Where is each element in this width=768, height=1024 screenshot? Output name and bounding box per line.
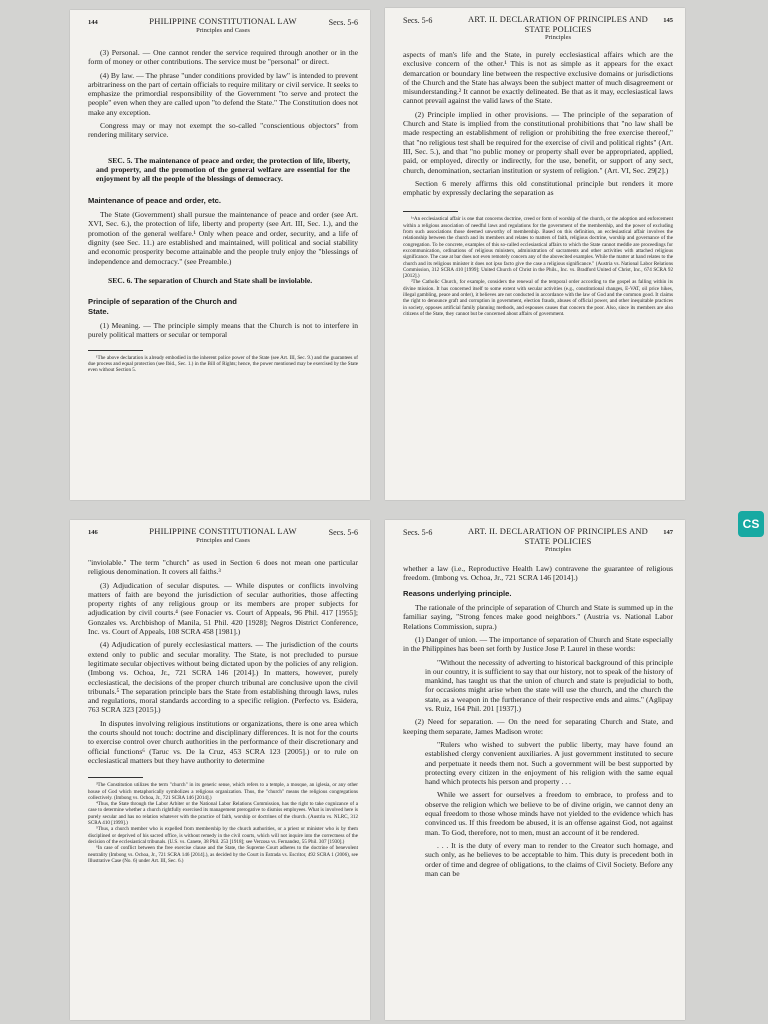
running-subtitle: Principles and Cases: [196, 26, 250, 34]
page-number: 147: [663, 529, 673, 536]
paragraph: (1) Danger of union. — The importance of separation of Church and State especially in the Philippines has been set forth by Justice Jose P. Laurel in these words:: [403, 634, 673, 654]
paragraph: (2) Need for separation. — On the need for separating Church and State, and keeping them separate, James Madison wrote:: [403, 717, 673, 736]
section-heading: Reasons underlying principle.: [403, 588, 512, 598]
running-subtitle: Principles: [545, 34, 571, 41]
running-header: [88, 526, 358, 552]
page-number: 145: [663, 17, 673, 24]
page-number: 146: [88, 529, 98, 536]
footnote: ¹ᵃAn ecclesiastical affair is one that concerns doctrine, creed or form of worship of the church, or the adoption and enforcement within a religious association of needful laws and regulations for the government of the membership, and the power of excluding from such associations those deemed unworthy of membership. Based on this definition, an ecclesiastical affair involves the relationship between the church and its members and relates to matters of faith, religious doctrine, worship and governance of the congregation. To be concrete, examples of this so-called ecclesiastical affairs to which the State cannot meddle are proceedings for excommunication, ordinations of religious ministers, administration of sacraments and other activities with attached religious significance. The case at bar does not even remotely concern any of the abovecited examples. While the matter at hand relates to the church and its religious minister it does not ipso facto give the case a religious significance." (Austria vs. National Labor Relations Commission, 312 SCRA 410 [1999]; United Church of Christ in the Phils., Inc. vs. Bradford United of Christ, Inc., 674 SCRA 92 [2012].): [403, 216, 673, 280]
footnote-rule: [88, 777, 143, 778]
page-body: [403, 50, 673, 317]
paragraph: (4) Adjudication of purely ecclesiastical matters. — The jurisdiction of the courts extend only to public and secular morality. The State, is not precluded to pursue legitimate secular objectives without being dictated upon by the policies of any religion. (Imbong vs. Ochoa, Jr., 721 SCRA 146 [2014].) In matters, however, purely ecclesiastical, the decisions of the proper church tribunal are conclusive upon the civil tribunals.⁵ The separation principle bars the State from establishing through laws, rules and regulations, moral standards according to a specific religion. (Perfecto vs. Esidera, 763 SCRA 323 [2015].): [88, 640, 358, 715]
footnote: ⁵Thus, a church member who is expelled from membership by the church authorities, or a priest or minister who is by them disciplined or deprived of his sacred office, is without remedy in the civil courts, which will not inquire into the correctness of the decision of the ecclesiastical tribunals. (U.S. vs. Canete, 38 Phil. 253 [1918]; see Verzosa vs. Fernandez, 55 Phil. 307 [1930].): [88, 826, 358, 845]
running-title: ART. II. DECLARATION OF PRINCIPLES AND STATE POLICIES: [467, 14, 648, 34]
footnotes: [88, 355, 358, 374]
sections-reference: Secs. 5-6: [403, 528, 433, 537]
book-page-144: [70, 10, 370, 500]
sections-reference: Secs. 5-6: [328, 528, 358, 537]
paragraph: Congress may or may not exempt the so-called "conscientious objectors" from rendering military service.: [88, 121, 358, 140]
running-subtitle: Principles: [545, 546, 571, 553]
quote-paragraph: . . . It is the duty of every man to render to the Creator such homage, and such only, as he believes to be acceptable to him. This duty is precedent both in order of time and degree of obligations, to the claims of Civil Society. Before any man can be: [425, 840, 673, 878]
book-page-146: [70, 520, 370, 1020]
paragraph: In disputes involving religious institutions or organizations, there is one area which the courts should not touch: doctrine and disciplinary differences. It is not for the courts to exercise control over church authorities in the performance of their discretionary and official functions⁶ (Taruc vs. De la Cruz, 453 SCRA 123 [2005].) or to rule on ecclesiastical matters but they have authority to determine: [88, 718, 358, 765]
section-heading: Principle of separation of the Church and State.: [88, 297, 237, 316]
footnote-rule: [403, 211, 458, 212]
footnote-rule: [88, 350, 143, 351]
paragraph: The rationale of the principle of separation of Church and State is summed up in the familiar saying, "Strong fences make good neighbors." (Austria vs. National Labor Relations Commission, supra.): [403, 603, 673, 631]
book-page-147: [385, 520, 685, 1020]
block-quote: [425, 658, 673, 714]
quote-paragraph: "Without the necessity of adverting to historical background of this principle in our country, it is sufficient to say that our history, not to speak of the history of mankind, has taught us that the union of church and state is prejudicial to both, for occasions might arise when the state will use the church, and the church the state, as a weapon in the furtherance of their respective ends and aims." (Aglipay vs. Ruiz, 164 Phil. 201 [1937].): [425, 657, 673, 714]
running-header: [403, 14, 673, 40]
running-header: [88, 16, 358, 42]
paragraph: (2) Principle implied in other provisions. — The principle of the separation of Church and State is implied from the constitutional prohibitions that "no law shall be made respecting an establishment of religion or prohibiting the free exercise thereof," that "no religious test shall be required for the exercise of civil and political rights" (Art. III, Sec. 5.), and that "no public money or property shall ever be appropriated, applied, paid, or employed, directly or indirectly, for the use, benefit, or support of any sect, church, denomination, sectarian institution or system of religion." (Art. VI, Sec. 29[2].): [403, 109, 673, 175]
constitution-section-5: SEC. 5. The maintenance of peace and order, the protection of life, liberty, and property, and the promotion of the general welfare are essential for the enjoyment by all the people of the blessings of democracy.: [96, 155, 350, 184]
paragraph: whether a law (i.e., Reproductive Health Law) contravene the guarantee of religious freedom. (Imbong vs. Ochoa, Jr., 721 SCRA 146 [2014].): [403, 564, 673, 583]
paragraph: The State (Government) shall pursue the maintenance of peace and order (see Art. XVI, Sec. 6.), the protection of life, liberty and property (see Art. III, Sec. 1.), and the promotion of the general welfare.¹ Only when peace and order, security, and a life of dignity (see Sec. 11.) are established and maintained, will political and social stability and economic prosperity become attainable and the people truly enjoy the "blessings of independence and democracy." (see Preamble.): [88, 210, 358, 266]
page-number: 144: [88, 19, 98, 26]
footnotes: [88, 782, 358, 864]
page-body: [403, 564, 673, 878]
paragraph: (3) Adjudication of secular disputes. — While disputes or conflicts involving matters of faith are beyond the jurisdiction of secular authorities, those affecting property rights of any religious group or its members are proper subjects for adjudication by civil courts.⁴ (see Fonacier vs. Court of Appeals, 96 Phil. 417 [1955]; Gonzales vs. Archbishop of Manila, 51 Phil. 420 [1928]; Negros District Conference, Inc. vs. Court of Appeals, 108 SCRA 458 [1981].): [88, 580, 358, 637]
paragraph: (4) By law. — The phrase "under conditions provided by law" is intended to prevent arbitrariness on the part of certain officials to require military or civil service. It seeks to emphasize the primordial responsibility of the Government "to serve and protect the people" even when they are called upon "to defend the State." The Constitution does not make any exception.: [88, 70, 358, 117]
sections-reference: Secs. 5-6: [328, 18, 358, 27]
footnote: ⁶In case of conflict between the free exercise clause and the State, the Supreme Court adheres to the doctrine of benevolent neutrality (Imbong vs. Ochoa, Jr., 721 SCRA 146 [2014].), as decided by the Court in Estrada vs. Escritor, 492 SCRA 1 (2006), see Illustrative Case (No. 6) under Art. III, Sec. 6.): [88, 845, 358, 864]
page-body: [88, 48, 358, 374]
footnote: ³The Constitution utilizes the term "church" in its generic sense, which refers to a temple, a mosque, an iglesia, or any other house of God which metaphorically symbolizes a religious organization. Thus, the "church" means the religious congregations collectively. (Imbong vs. Ochoa, Jr., 721 SCRA 146 [2014].): [88, 782, 358, 801]
footnote: ⁴Thus, the State through the Labor Arbiter or the National Labor Relations Commission, has the right to take cognizance of a case to determine whether a church rightfully exercised its management prerogative to dismiss employees. What is involved here is purely secular and has no relation whatever with the practice of faith, worship or doctrines of the church. (Austria vs. NLRC, 312 SCRA 410 [1999].): [88, 801, 358, 827]
block-quote: [425, 740, 673, 878]
running-subtitle: Principles and Cases: [196, 536, 250, 544]
running-title: PHILIPPINE CONSTITUTIONAL LAW: [149, 16, 297, 26]
constitution-section-6: SEC. 6. The separation of Church and State shall be inviolable.: [108, 275, 313, 285]
running-title: ART. II. DECLARATION OF PRINCIPLES AND STATE POLICIES: [467, 526, 648, 546]
paragraph: (1) Meaning. — The principle simply means that the Church is not to interfere in purely political matters or secular or temporal: [88, 321, 358, 340]
sections-reference: Secs. 5-6: [403, 16, 433, 25]
paragraph: aspects of man's life and the State, in purely ecclesiastical affairs which are the exclusive concern of the other.¹ This is not as simple as it appears for the exact demarcation or boundary line between the respective exclusive domains or jurisdictions of the Church and the State has always been the subject matter of much disagreement or misunderstanding.² It cannot be exactly delineated. Be that as it may, ecclesiastical laws cannot prevail against the valid laws of the State.: [403, 50, 673, 106]
paragraph: Section 6 merely affirms this old constitutional principle but renders it more emphatic by expressly declaring the separation as: [403, 178, 673, 198]
running-title: PHILIPPINE CONSTITUTIONAL LAW: [149, 526, 297, 536]
quote-paragraph: "Rulers who wished to subvert the public liberty, may have found an established clergy convenient auxiliaries. A just government instituted to secure and perpetuate it needs them not. Such a government will be best supported by protecting every citizen in the enjoyment of his religion with the same equal hand which protects his person and property . . .: [425, 739, 673, 787]
footnote: ²The Catholic Church, for example, considers the renewal of the temporal order according to the gospel as falling within its divine mission. It has concerned itself to some extent with secular activities (e.g., constitutional changes, E-VAT, oil price hikes, illegal gambling, peace and order), it believes are not conducted in accordance with the law of God and the common good. It claims the right to denounce graft and corruption in government, election frauds, abuses of official power, and other inequitable practices in society, opposes artificial family planning methods, and espouses causes that concern the poor. Also, since its members are also citizens of the State, they cannot but be concerned about affairs of government.: [403, 279, 673, 317]
book-page-145: [385, 8, 685, 500]
running-header: [403, 526, 673, 552]
paragraph: (3) Personal. — One cannot render the service required through another or in the form of money or other contributions. The service must be "personal" or direct.: [88, 48, 358, 67]
section-heading: Maintenance of peace and order, etc.: [88, 195, 221, 205]
page-body: [88, 558, 358, 864]
paragraph: "inviolable." The term "church" as used in Section 6 does not mean one particular religious denomination. It covers all faiths.³: [88, 558, 358, 577]
quote-paragraph: While we assert for ourselves a freedom to embrace, to profess and to observe the religion which we believe to be of divine origin, we cannot deny an equal freedom to those whose minds have not yielded to the evidence which has convinced us. If this freedom be abused, it is an offense against God, not against man. To God, therefore, not to men, must an account of it be rendered.: [425, 790, 673, 837]
camscanner-badge[interactable]: CS: [738, 511, 764, 537]
footnote: ¹The above declaration is already embodied in the inherent police power of the State (see Art. III, Sec. 9.) and the guarantees of due process and equal protection (see Ibid., Sec. 1.) in the Bill of Rights; hence, the power mentioned may be exercised by the State even without Section 5.: [88, 354, 358, 374]
footnotes: [403, 216, 673, 317]
